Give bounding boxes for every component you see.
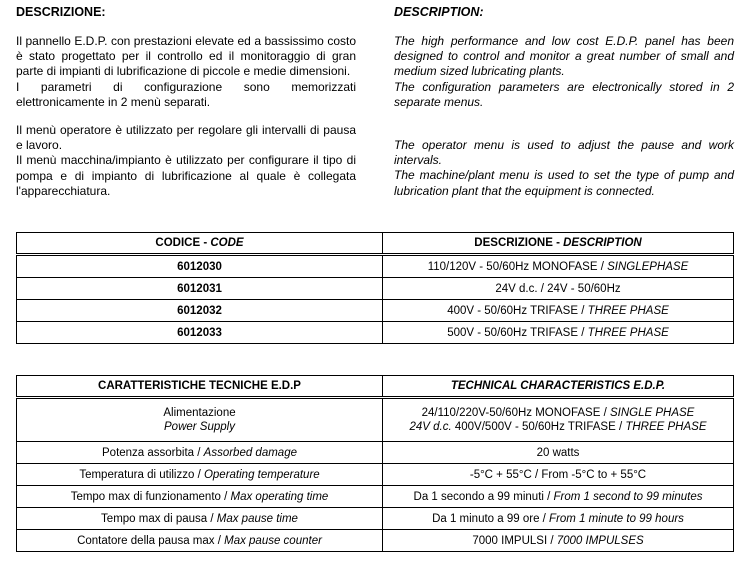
characteristic-value: Da 1 minuto a 99 ore / From 1 minute to 99 hours	[383, 508, 734, 530]
table-row	[17, 322, 734, 344]
characteristic-value: 20 watts	[383, 442, 734, 464]
english-paragraph-2: The configuration parameters are electronically stored in 2 separate menus.	[394, 79, 734, 109]
english-paragraph-1: The high performance and low cost E.D.P. panel has been designed to control and monitor a great number of small and medium sized lubricating plants.	[394, 34, 734, 79]
power-supply-value: 24/110/220V-50/60Hz MONOFASE / SINGLE PHASE 24V d.c. 400V/500V - 50/60Hz TRIFASE / THREE PHASE	[383, 398, 734, 442]
technical-table	[16, 375, 734, 552]
english-paragraph-3: The operator menu is used to adjust the pause and work intervals.	[394, 138, 734, 168]
characteristic-label: Potenza assorbita / Assorbed damage	[17, 442, 383, 464]
characteristic-value: -5°C + 55°C / From -5°C to + 55°C	[383, 464, 734, 486]
english-paragraph-4: The machine/plant menu is used to set the type of pump and lubrication plant that the equipment is connected.	[394, 168, 734, 198]
codes-table	[16, 232, 734, 344]
technical-table-header	[17, 376, 734, 398]
italian-description	[16, 4, 356, 199]
code-cell: 6012033	[17, 322, 383, 344]
description-cell: 400V - 50/60Hz TRIFASE / THREE PHASE	[383, 300, 734, 322]
italian-paragraph-2: I parametri di configurazione sono memorizzati elettronicamente in 2 menù separati.	[16, 79, 356, 109]
table-row	[17, 530, 734, 552]
code-column-header: CODICE - CODE	[17, 233, 383, 255]
table-row	[17, 464, 734, 486]
power-supply-label: Alimentazione Power Supply	[17, 398, 383, 442]
italian-heading: DESCRIZIONE:	[16, 5, 106, 19]
characteristic-label: Tempo max di pausa / Max pause time	[17, 508, 383, 530]
characteristic-value: 7000 IMPULSI / 7000 IMPULSES	[383, 530, 734, 552]
italian-paragraph-1: Il pannello E.D.P. con prestazioni elevate ed a bassissimo costo è stato progettato per il controllo ed il monitoraggio di gran parte di impianti di lubrificazione di piccole e medie dimensioni.	[16, 34, 356, 79]
english-description	[394, 4, 734, 199]
characteristic-label: Contatore della pausa max / Max pause counter	[17, 530, 383, 552]
code-cell: 6012032	[17, 300, 383, 322]
characteristic-label: Temperatura di utilizzo / Operating temperature	[17, 464, 383, 486]
description-cell: 110/120V - 50/60Hz MONOFASE / SINGLEPHASE	[383, 255, 734, 278]
technical-header-italian: CARATTERISTICHE TECNICHE E.D.P	[17, 376, 383, 398]
table-row	[17, 278, 734, 300]
code-cell: 6012031	[17, 278, 383, 300]
english-heading: DESCRIPTION:	[394, 5, 484, 19]
italian-paragraph-4: Il menù macchina/impianto è utilizzato per configurare il tipo di pompa e di impianto di lubrificazione al quale è collegata l'apparecchiatura.	[16, 153, 356, 198]
technical-header-english: TECHNICAL CHARACTERISTICS E.D.P.	[383, 376, 734, 398]
power-supply-row	[17, 398, 734, 442]
table-row	[17, 255, 734, 278]
description-cell: 24V d.c. / 24V - 50/60Hz	[383, 278, 734, 300]
table-row	[17, 486, 734, 508]
description-column-header: DESCRIZIONE - DESCRIPTION	[383, 233, 734, 255]
italian-paragraph-3: Il menù operatore è utilizzato per regolare gli intervalli di pausa e lavoro.	[16, 123, 356, 153]
table-row	[17, 300, 734, 322]
code-cell: 6012030	[17, 255, 383, 278]
characteristic-value: Da 1 secondo a 99 minuti / From 1 second to 99 minutes	[383, 486, 734, 508]
table-row	[17, 508, 734, 530]
characteristic-label: Tempo max di funzionamento / Max operating time	[17, 486, 383, 508]
codes-table-header	[17, 233, 734, 255]
description-cell: 500V - 50/60Hz TRIFASE / THREE PHASE	[383, 322, 734, 344]
table-row	[17, 442, 734, 464]
